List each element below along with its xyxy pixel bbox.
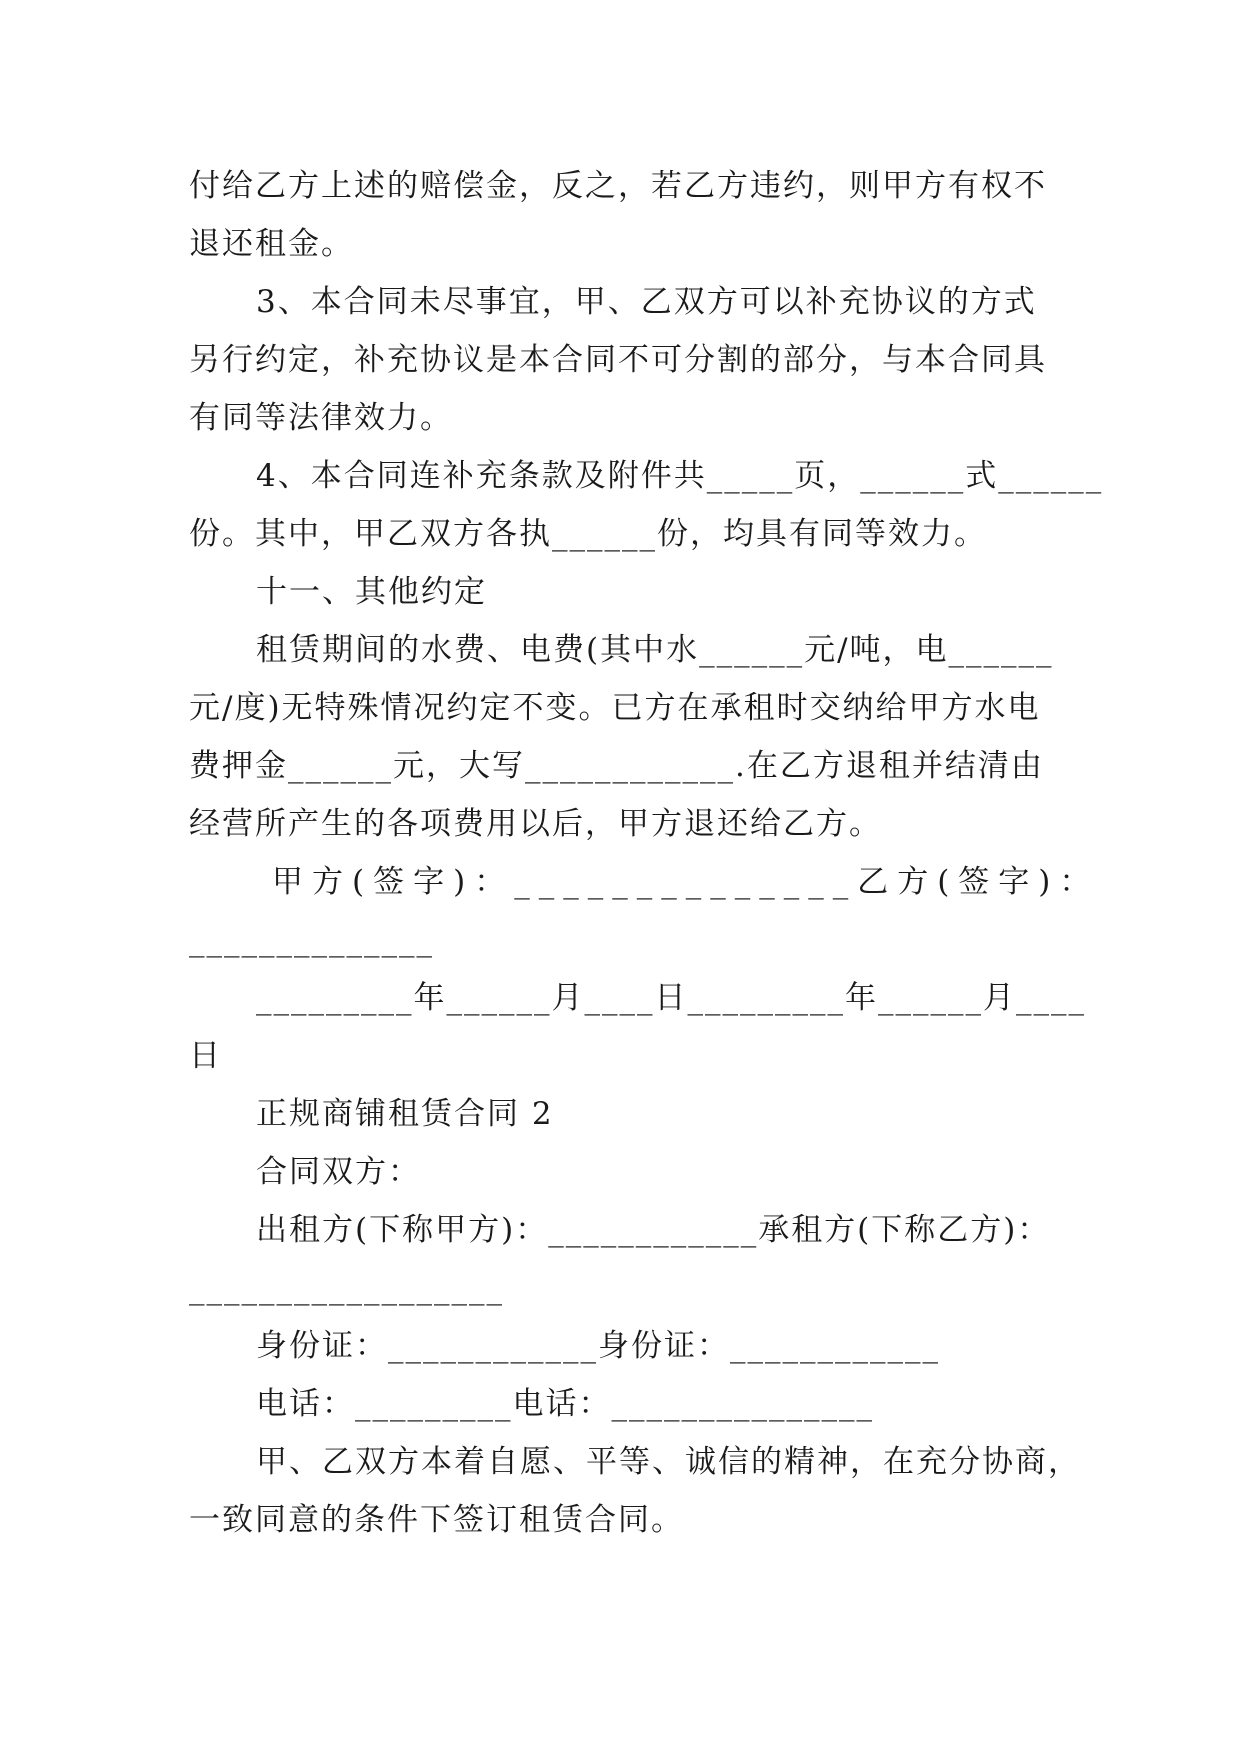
paragraph-line: 合同双方： (256, 1154, 421, 1190)
paragraph-line: 费押金______元，大写____________.在乙方退租并结清由 (189, 748, 1044, 784)
paragraph-line: 3、本合同未尽事宜，甲、乙双方可以补充协议的方式 (256, 284, 1037, 320)
id-line: 身份证：____________身份证：____________ (256, 1328, 940, 1364)
signature-line: 甲方(签字)：______________乙方(签字)： (272, 864, 1100, 900)
paragraph-line: 有同等法律效力。 (189, 400, 453, 436)
contract-title: 正规商铺租赁合同 2 (256, 1096, 554, 1132)
paragraph-line: 退还租金。 (189, 226, 354, 262)
paragraph-line: 一致同意的条件下签订租赁合同。 (189, 1502, 684, 1538)
party-blank: __________________ (189, 1270, 504, 1306)
paragraph-line: 份。其中，甲乙双方各执______份，均具有同等效力。 (189, 516, 987, 552)
paragraph-line: 元/度)无特殊情况约定不变。已方在承租时交纳给甲方水电 (189, 690, 1041, 726)
phone-line: 电话：_________电话：_______________ (256, 1386, 874, 1422)
party-line: 出租方(下称甲方)：____________承租方(下称乙方)： (256, 1212, 1051, 1248)
paragraph-line: 4、本合同连补充条款及附件共_____页，______式______ (256, 458, 1104, 494)
paragraph-line: 另行约定，补充协议是本合同不可分割的部分，与本合同具 (189, 342, 1047, 378)
signature-blank: ______________ (189, 922, 434, 958)
date-line-end: 日 (189, 1038, 222, 1074)
paragraph-line: 租赁期间的水费、电费(其中水______元/吨，电______ (256, 632, 1054, 668)
paragraph-line: 甲、乙双方本着自愿、平等、诚信的精神，在充分协商， (256, 1444, 1081, 1480)
paragraph-line: 付给乙方上述的赔偿金，反之，若乙方违约，则甲方有权不 (189, 168, 1047, 204)
paragraph-line: 经营所产生的各项费用以后，甲方退还给乙方。 (189, 806, 882, 842)
date-line: _________年______月____日_________年______月____ (256, 980, 1086, 1016)
section-heading: 十一、其他约定 (256, 574, 487, 610)
